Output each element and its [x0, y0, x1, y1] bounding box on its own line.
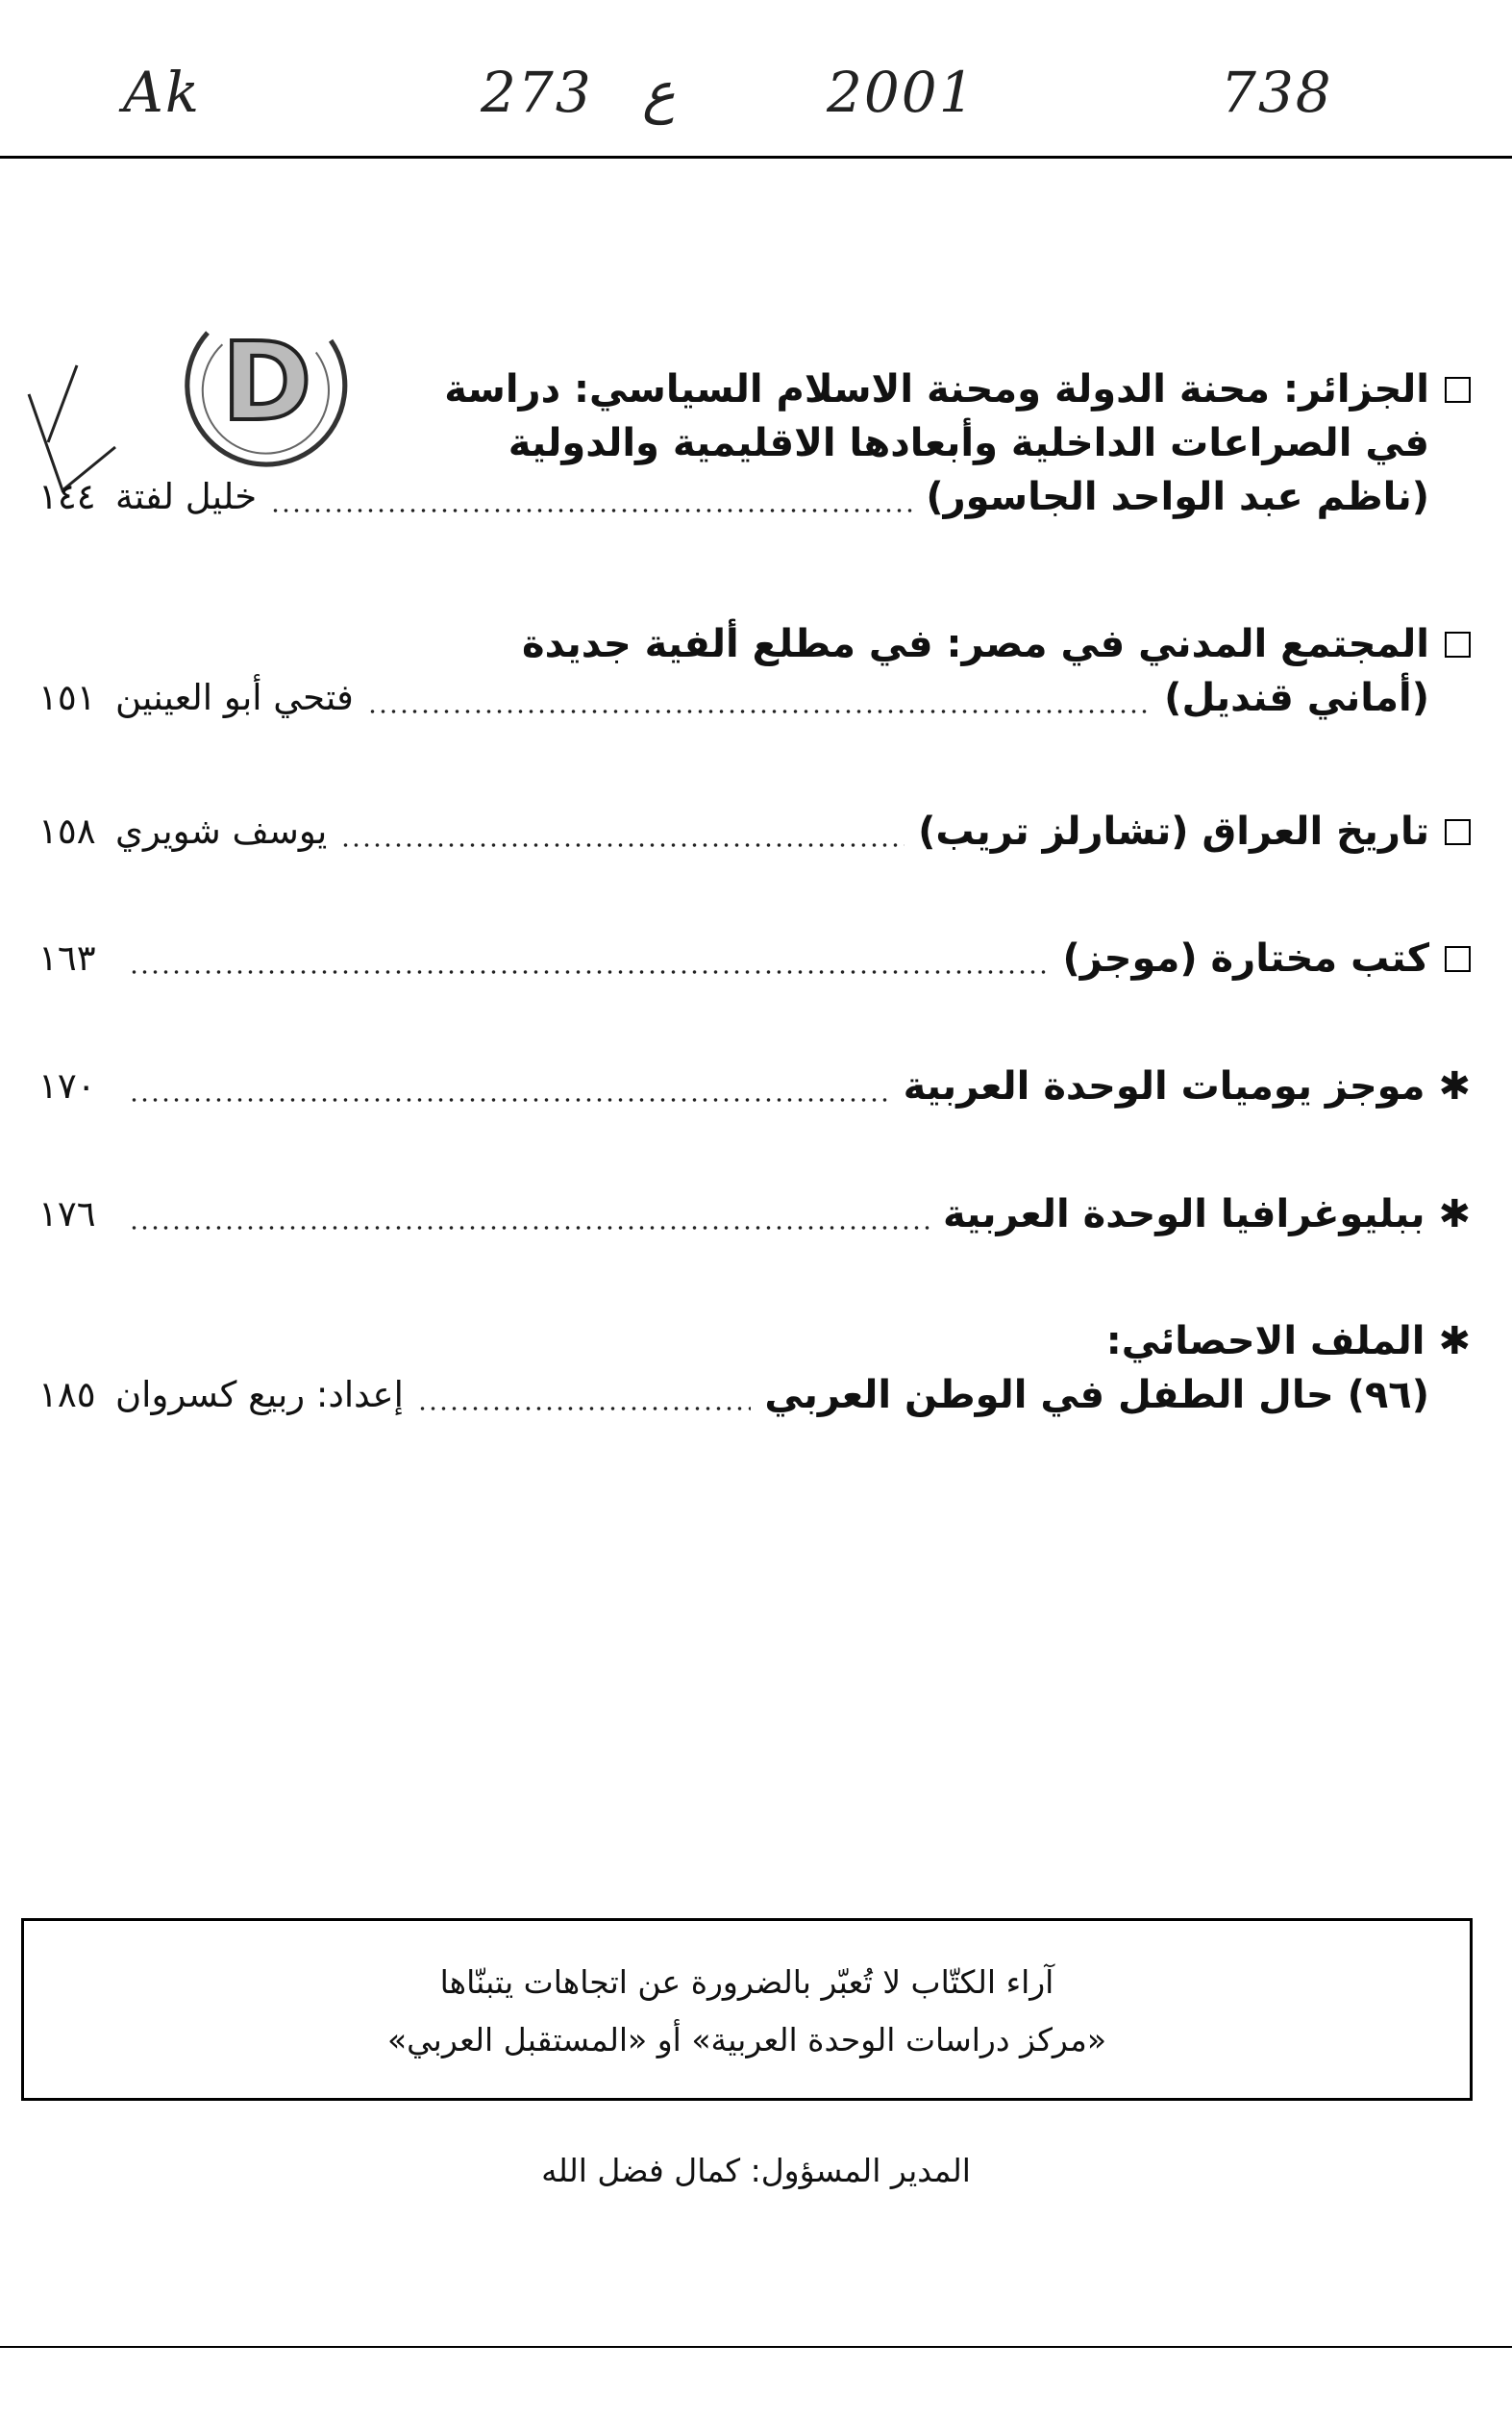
- managing-director: المدير المسؤول: كمال فضل الله: [541, 2152, 971, 2189]
- asterisk-marker-icon: ✱: [1438, 1192, 1471, 1236]
- entry-author: إعداد: ربيع كسروان: [115, 1374, 404, 1415]
- entry-title: ببليوغرافيا الوحدة العربية: [942, 1192, 1425, 1236]
- disclaimer-line-2: «مركز دراسات الوحدة العربية» أو «المستقبل العربي»: [386, 2021, 1107, 2058]
- entry-page-number: ١٧٦: [38, 1193, 96, 1235]
- entry-final-line: [38, 1190, 1471, 1238]
- leader-dots: [270, 473, 912, 521]
- entry-subtitle: (٩٦) حال الطفل في الوطن العربي: [764, 1373, 1429, 1417]
- leader-dots: [129, 935, 1050, 983]
- entry-title: موجز يوميات الوحدة العربية: [903, 1064, 1425, 1109]
- toc-entry: [38, 1062, 1471, 1110]
- handwritten-note-4: 2001: [827, 60, 977, 125]
- entry-page-number: ١٥١: [38, 677, 96, 718]
- entry-title: المجتمع المدني في مصر: في مطلع ألفية جديدة: [521, 622, 1429, 666]
- entry-page-number: ١٤٤: [38, 476, 96, 517]
- entry-title: تاريخ العراق (تشارلز تريب): [918, 810, 1429, 854]
- entry-subtitle: (أماني قنديل): [1164, 676, 1429, 720]
- entry-title-continued: في الصراعات الداخلية وأبعادها الاقليمية والدولية: [508, 421, 1429, 465]
- entry-title-line: [38, 365, 1471, 413]
- asterisk-marker-icon: ✱: [1438, 1064, 1471, 1109]
- toc-entry: [38, 808, 1471, 856]
- leader-dots: [129, 1062, 890, 1110]
- svg-text:D: D: [221, 318, 312, 446]
- toc-entry: [38, 365, 1471, 521]
- bottom-rule: [0, 2346, 1512, 2348]
- entry-final-line: [38, 473, 1429, 521]
- handwritten-note-1: Ak: [123, 60, 202, 125]
- entry-title-line: [38, 419, 1429, 467]
- toc-entry: [38, 1190, 1471, 1238]
- checkbox-marker-icon: [1445, 377, 1471, 403]
- entry-title-line: [38, 620, 1471, 668]
- entry-page-number: ١٥٨: [38, 811, 96, 852]
- entry-author: فتحي أبو العينين: [115, 677, 354, 718]
- leader-dots: [129, 1190, 930, 1238]
- disclaimer-line-1: آراء الكتّاب لا تُعبّر بالضرورة عن اتجاهات يتبنّاها: [439, 1963, 1054, 2001]
- entry-author: يوسف شويري: [115, 811, 328, 852]
- entry-final-line: [38, 1062, 1471, 1110]
- entry-page-number: ١٨٥: [38, 1374, 96, 1415]
- entry-final-line: [38, 935, 1471, 983]
- entry-title: الجزائر: محنة الدولة ومحنة الاسلام السياسي: دراسة: [444, 367, 1429, 412]
- checkbox-marker-icon: [1445, 632, 1471, 658]
- leader-dots: [417, 1371, 752, 1419]
- entry-title-line: [38, 1317, 1471, 1365]
- handwritten-note-5: 738: [1221, 60, 1333, 125]
- entry-page-number: ١٧٠: [38, 1065, 96, 1107]
- top-rule: [0, 156, 1512, 159]
- entry-final-line: [38, 674, 1429, 722]
- entry-author: خليل لفتة: [115, 476, 258, 517]
- entry-final-line: [38, 1371, 1429, 1419]
- entry-page-number: ١٦٣: [38, 937, 96, 979]
- toc-entry: [38, 1317, 1471, 1419]
- entry-title: كتب مختارة (موجز): [1062, 936, 1429, 981]
- entry-final-line: [38, 808, 1471, 856]
- asterisk-marker-icon: ✱: [1438, 1319, 1471, 1363]
- entry-title: الملف الاحصائي:: [1105, 1319, 1425, 1363]
- toc-entry: [38, 620, 1471, 722]
- handwritten-note-3: ع: [642, 60, 676, 125]
- handwritten-note-2: 273: [481, 60, 593, 125]
- disclaimer-box: [21, 1918, 1473, 2101]
- leader-dots: [367, 674, 1151, 722]
- leader-dots: [340, 808, 905, 856]
- checkbox-marker-icon: [1445, 819, 1471, 845]
- toc-entry: [38, 935, 1471, 983]
- checkbox-marker-icon: [1445, 946, 1471, 972]
- entry-subtitle: (ناظم عبد الواحد الجاسور): [926, 475, 1429, 519]
